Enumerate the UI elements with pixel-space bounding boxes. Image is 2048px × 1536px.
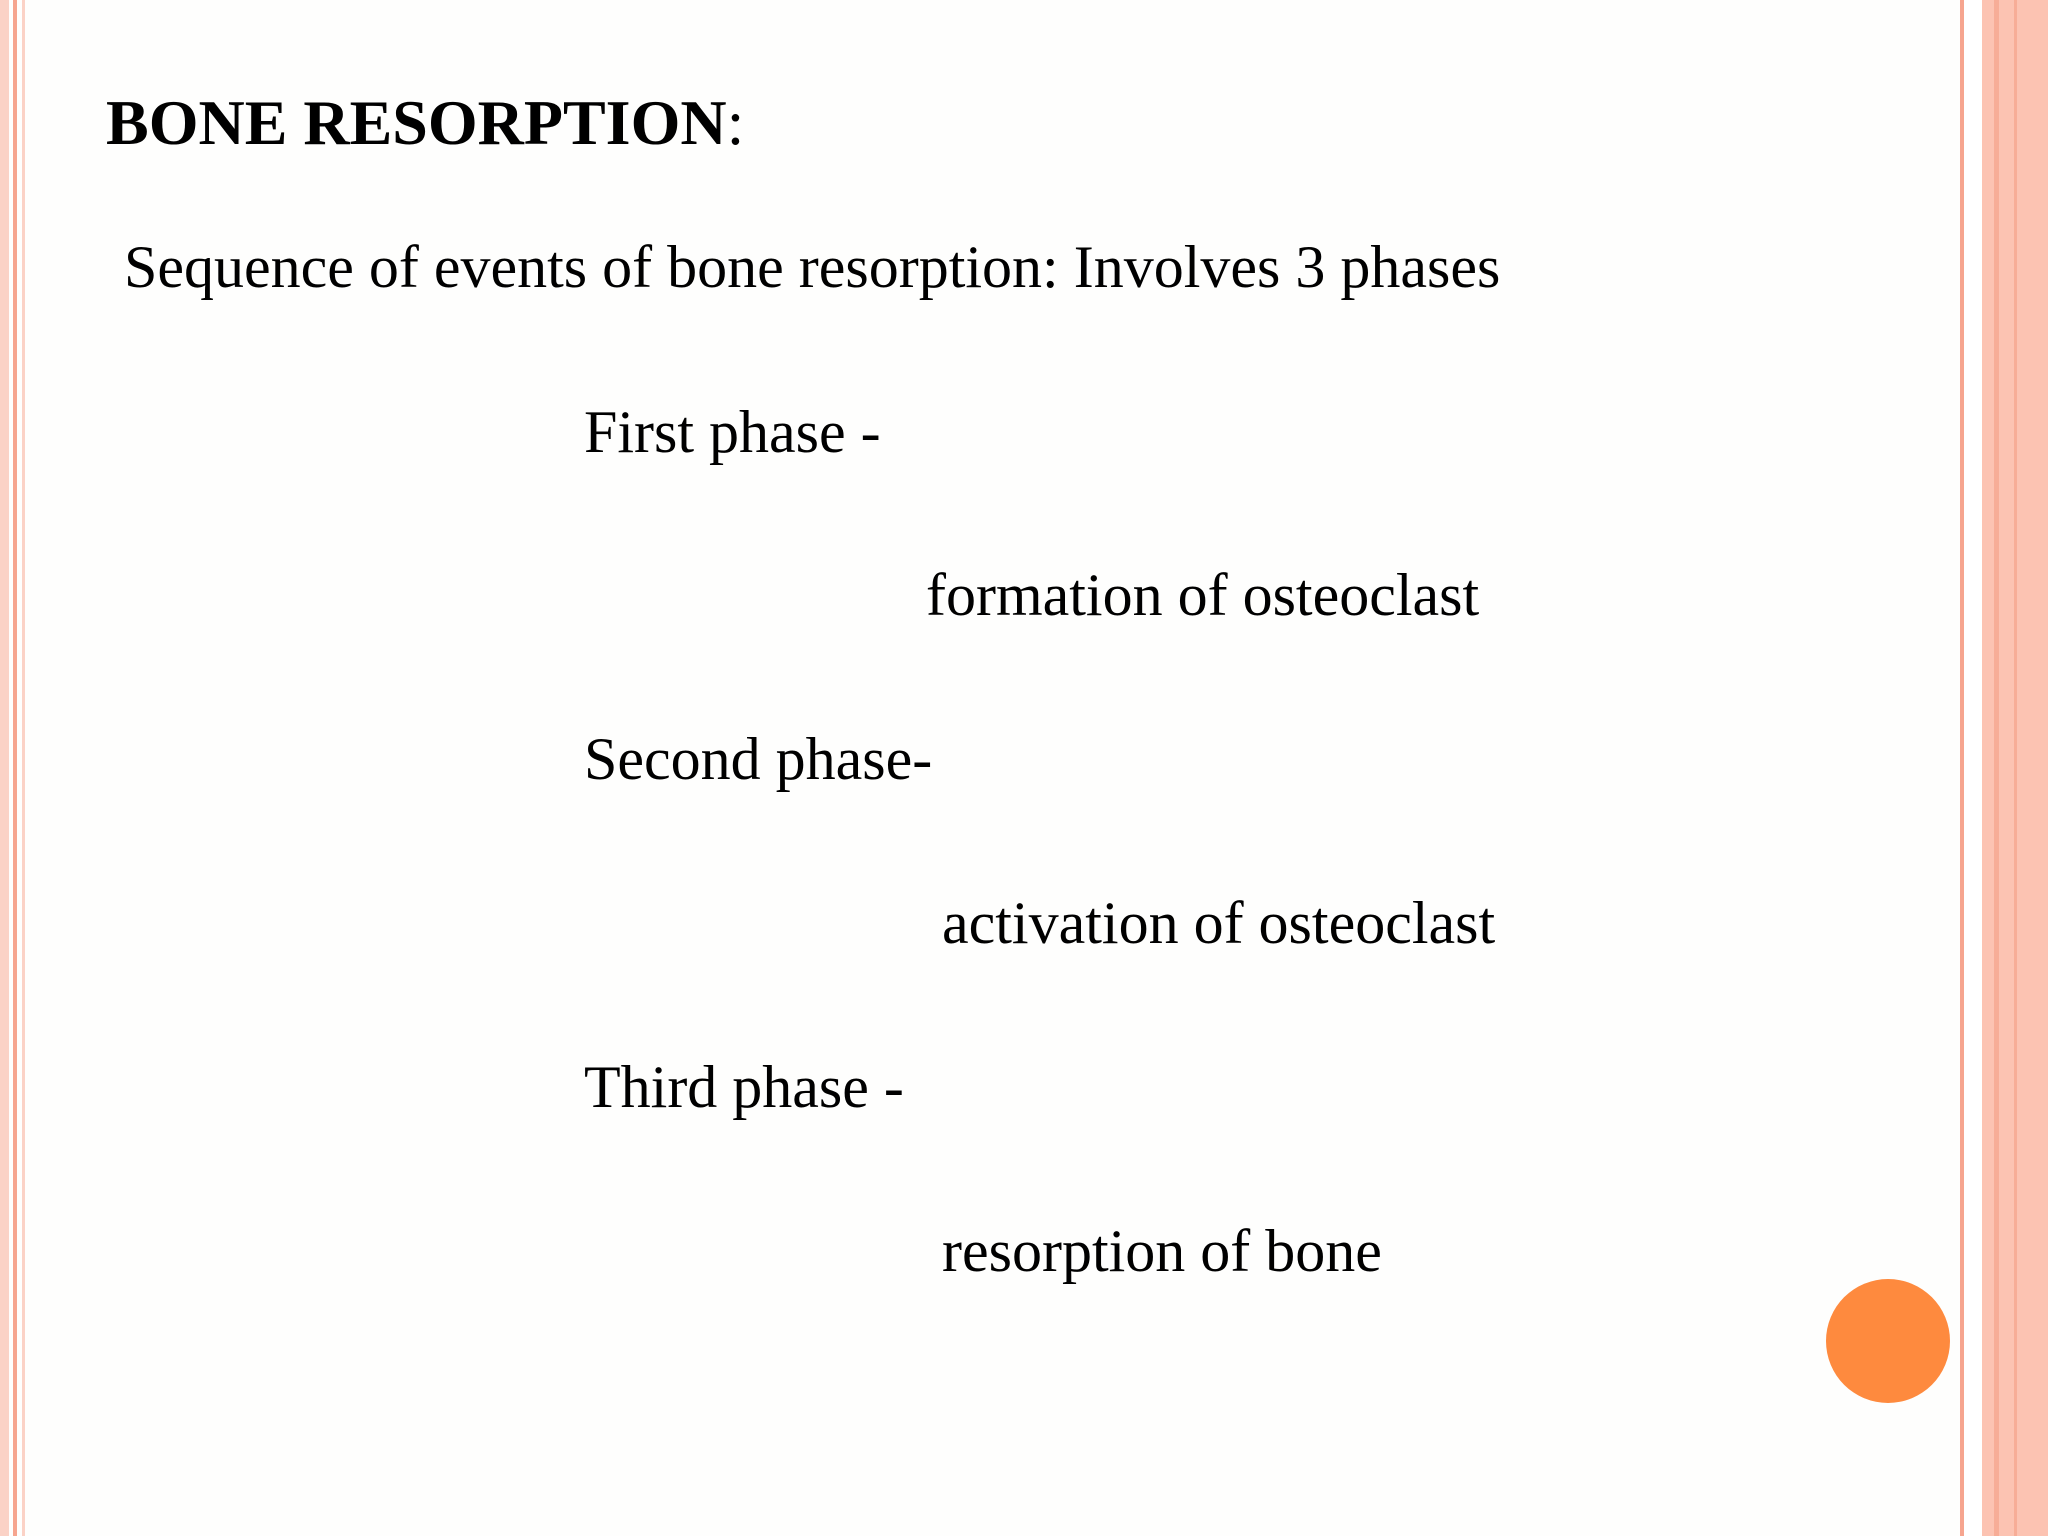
slide-title	[106, 87, 745, 158]
right-border-stripe	[2014, 0, 2017, 1536]
left-border-stripe	[13, 0, 17, 1536]
phase-label: Third phase -	[584, 1054, 904, 1120]
phase-label: Second phase-	[584, 726, 933, 792]
slide-title-text: BONE RESORPTION	[106, 87, 727, 158]
left-border-stripe	[0, 0, 9, 1536]
intro-text: Sequence of events of bone resorption: Involves 3 phases	[124, 234, 1501, 300]
phase-description: activation of osteoclast	[942, 890, 1496, 956]
slide-title-colon: :	[726, 87, 745, 158]
left-border-stripe	[22, 0, 25, 1536]
right-border-gap	[1964, 0, 1982, 1536]
phase-label: First phase -	[584, 399, 881, 465]
phase-description: resorption of bone	[942, 1218, 1382, 1284]
phase-description: formation of osteoclast	[926, 562, 1480, 628]
decorative-circle	[1826, 1279, 1950, 1403]
right-border-stripe	[1994, 0, 1999, 1536]
